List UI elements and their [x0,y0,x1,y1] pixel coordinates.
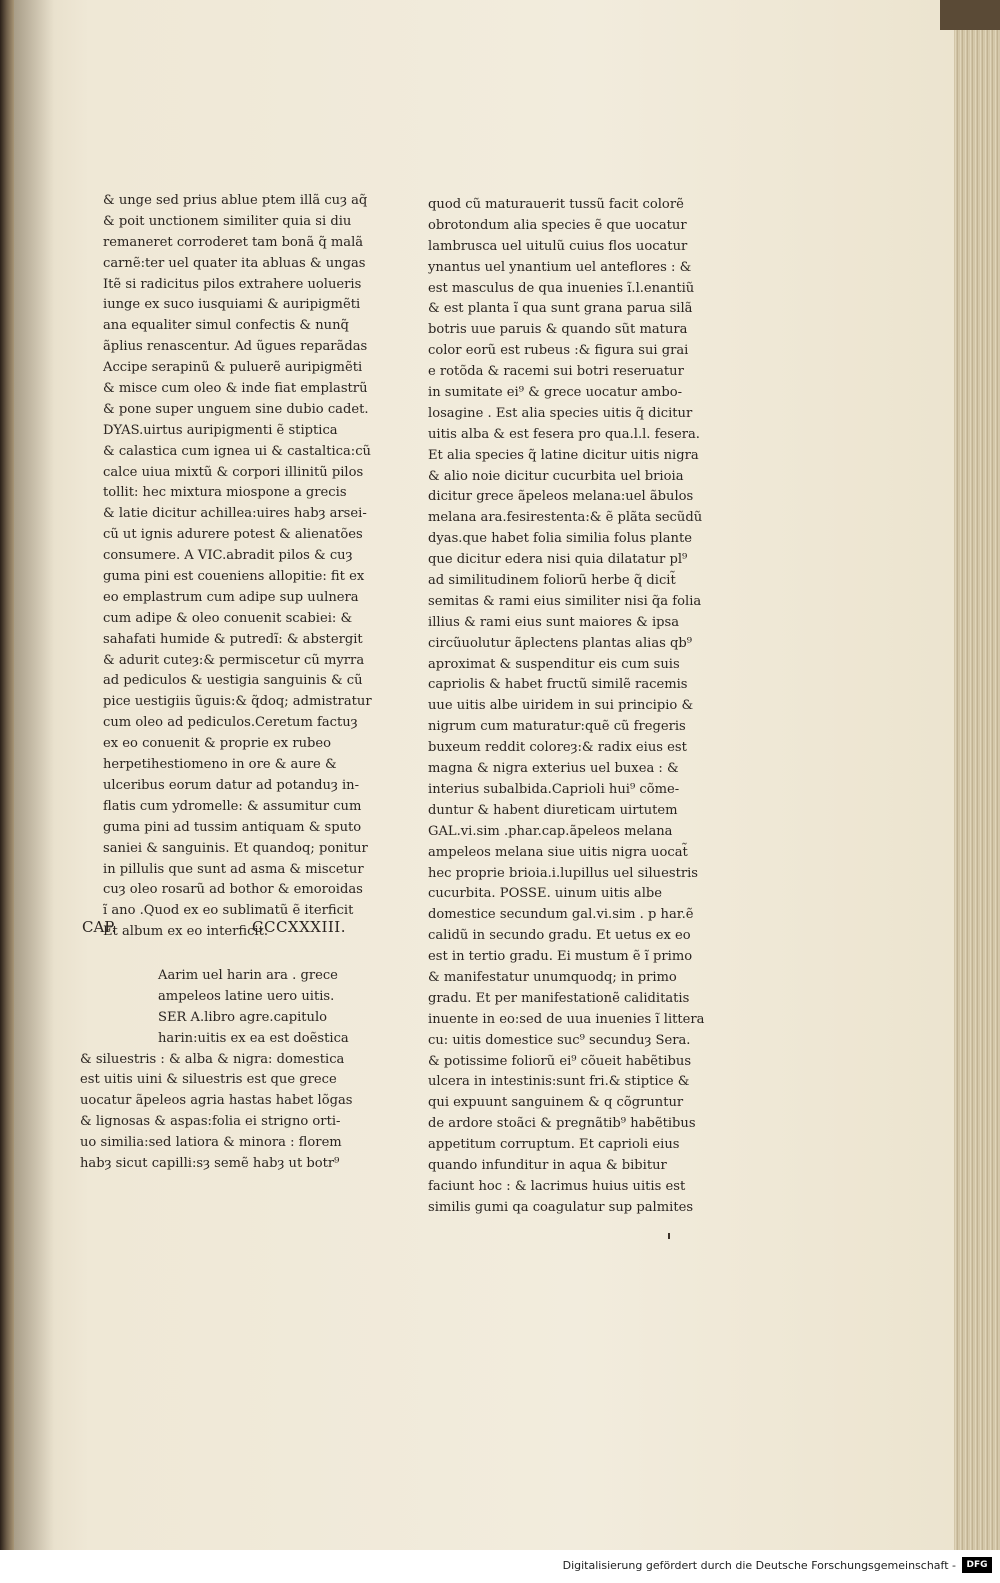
text-line: ampeleos melana siue uitis nigra uocat̃ [428,844,688,860]
text-line: ad similitudinem foliorũ herbe q̃ dicit̃ [428,573,676,589]
text-line: hec proprie brioia.i.lupillus uel siluestris [428,865,698,881]
page-edges [954,0,1000,1550]
chapter-number: CCCXXXIII. [251,918,346,936]
text-line: lambrusca uel uitulũ cuius flos uocatur [428,238,688,254]
text-line: e rotõda & racemi sui botri reseruatur [428,364,684,380]
text-line: Itẽ si radicitus pilos extrahere uolueris [103,276,362,292]
text-line: buxeum reddit coloreȝ:& radix eius est [428,740,687,756]
text-line: iunge ex suco iusquiami & auripigmẽti [103,297,361,313]
text-line: calce uiua mixtũ & corpori illinitũ pilos [103,464,364,480]
dfg-logo: DFG [962,1557,992,1573]
right-text-column [428,195,705,1219]
text-line: & est planta ĩ qua sunt grana parua silã [428,301,693,317]
text-line: & potissime foliorũ ei⁹ cõueit habẽtibus [428,1053,692,1069]
text-line: ad pediculos & uestigia sanguinis & cũ [103,673,363,689]
text-line: faciunt hoc : & lacrimus huius uitis est [428,1178,686,1194]
text-line: sahafati humide & putredĩ: & abstergit [103,631,363,647]
text-line: ãplius renascentur. Ad ũgues reparãdas [103,339,368,355]
text-line: ulceribus eorum datur ad potanduȝ in- [103,777,360,793]
text-line: cuȝ oleo rosarũ ad bothor & emoroidas [103,882,363,898]
text-line: color eorũ est rubeus :& figura sui grai [428,343,689,359]
text-line: est masculus de qua inuenies ĩ.l.enantiũ [428,280,695,296]
text-line: capriolis & habet fructũ similẽ racemis [428,677,688,693]
text-line: cucurbita. POSSE. uinum uitis albe [428,886,663,902]
text-line: dyas.que habet folia similia folus plante [428,531,692,547]
text-line: interius subalbida.Caprioli hui⁹ cõme- [428,781,680,797]
text-line: & misce cum oleo & inde fiat emplastrũ [103,381,368,397]
chapter-label: CAP. [82,918,117,936]
text-line: Et album ex eo interficit. [103,924,269,940]
text-line: & adurit cuteȝ:& permiscetur cũ myrra [103,652,365,668]
footer-bar [0,1550,1000,1583]
text-line: in pillulis que sunt ad asma & miscetur [103,861,364,877]
chapter-text-line: SER A.libro agre.capitulo [158,1009,328,1025]
text-line: losagine . Est alia species uitis q̃ dicitur [428,405,693,421]
text-line: nigrum cum maturatur:quẽ cũ fregeris [428,719,686,735]
text-line: ana equaliter simul confectis & nunq̃ [103,318,349,334]
text-line: de ardore stoãci & pregnãtib⁹ habẽtibus [428,1116,696,1132]
page-edges-top [940,0,1000,30]
text-line: in sumitate ei⁹ & grece uocatur ambo- [428,385,683,401]
gutter-shadow [14,0,54,1550]
text-line: herpetihestiomeno in ore & aure & [103,757,337,773]
stray-ink-mark [668,1233,670,1239]
funding-notice: Digitalisierung gefördert durch die Deutsche Forschungsgemeinschaft - [562,1559,956,1572]
text-line: illius & rami eius sunt maiores & ipsa [428,614,680,630]
text-line: saniei & sanguinis. Et quandoq; ponitur [103,840,368,856]
text-line: quod cũ maturauerit tussũ facit colorẽ [428,197,684,212]
text-line: & pone super unguem sine dubio cadet. [103,401,369,417]
text-line: ex eo conuenit & proprie ex rubeo [103,736,332,752]
chapter-heading [82,918,346,940]
text-line: similis gumi qa coagulatur sup palmites [428,1199,694,1215]
text-line: eo emplastrum cum adipe sup uulnera [103,589,359,605]
text-line: & poit unctionem similiter quia si diu [103,213,352,229]
text-line: & manifestatur unumquodq; in primo [428,969,677,985]
text-line: domestice secundum gal.vi.sim . p har.ẽ [428,907,694,923]
text-line: guma pini ad tussim antiquam & sputo [103,819,362,835]
text-line: & calastica cum ignea ui & castaltica:cũ [103,443,371,459]
chapter-text-line: est uitis uini & siluestris est que grece [80,1072,337,1088]
text-line: ĩ ano .Quod ex eo sublimatũ ẽ iterficit [103,903,354,919]
text-line: ulcera in intestinis:sunt fri.& stiptice & [428,1074,690,1090]
text-line: qui expuunt sanguinem & q cõgruntur [428,1095,684,1111]
text-line: & unge sed prius ablue ptem illã cuȝ aq̃ [103,193,368,208]
text-line: tollit: hec mixtura miospone a grecis [103,485,347,501]
text-line: aproximat & suspenditur eis cum suis [428,656,680,672]
text-line: est in tertio gradu. Ei mustum ẽ ĩ primo [428,949,693,965]
text-line: cum oleo ad pediculos.Ceretum factuȝ [103,715,358,731]
text-line: appetitum corruptum. Et caprioli eius [428,1137,680,1153]
text-line: uitis alba & est fesera pro qua.l.l. fesera. [428,426,700,442]
chapter-text-column [80,966,353,1175]
text-line: duntur & habent diureticam uirtutem [428,802,678,818]
text-line: semitas & rami eius similiter nisi q̃a folia [428,593,702,609]
text-line: consumere. A VIC.abradit pilos & cuȝ [103,548,353,564]
text-line: dicitur grece ãpeleos melana:uel ãbulos [428,489,694,505]
text-line: obrotondum alia species ẽ que uocatur [428,217,687,233]
text-line: cũ ut ignis adurere potest & alienatões [103,527,363,543]
text-line: remaneret corroderet tam bonã q̃ malã [103,234,364,250]
chapter-text-line: uocatur ãpeleos agria hastas habet lõgas [80,1093,353,1109]
text-line: magna & nigra exterius uel buxea : & [428,761,679,777]
text-line: melana ara.fesirestenta:& ẽ plãta secũdũ [428,510,703,526]
text-line: quando infunditur in aqua & bibitur [428,1157,667,1173]
text-line: ynantus uel ynantium uel anteflores : & [428,259,692,275]
text-line: GAL.vi.sim .phar.cap.ãpeleos melana [428,823,673,839]
chapter-text-line: harin:uitis ex ea est doẽstica [158,1030,349,1046]
chapter-text-line: & lignosas & aspas:folia ei strigno orti- [80,1114,341,1130]
chapter-text-line: uo similia:sed latiora & minora : florem [80,1135,342,1151]
chapter-text-line: ampeleos latine uero uitis. [158,988,335,1004]
left-text-column [103,191,372,943]
text-line: que dicitur edera nisi quia dilatatur pl⁹ [428,552,688,568]
chapter-text-line: habȝ sicut capilli:sȝ semẽ habȝ ut botr⁹ [80,1156,340,1172]
text-line: DYAS.uirtus auripigmenti ẽ stiptica [103,422,338,438]
text-line: gradu. Et per manifestationẽ caliditatis [428,990,690,1006]
text-line: botris uue paruis & quando sũt matura [428,322,688,338]
text-line: guma pini est coueniens allopitie: fit ex [103,569,365,585]
text-line: & alio noie dicitur cucurbita uel brioia [428,468,684,484]
chapter-text-line: Aarim uel harin ara . grece [158,968,338,983]
chapter-text-line: & siluestris : & alba & nigra: domestica [80,1051,345,1067]
text-line: cum adipe & oleo conuenit scabiei: & [103,610,353,626]
text-line: flatis cum ydromelle: & assumitur cum [103,798,362,814]
text-line: carnẽ:ter uel quater ita abluas & ungas [103,255,366,271]
text-line: calidũ in secundo gradu. Et uetus ex eo [428,928,691,944]
book-spine [0,0,14,1583]
text-line: uue uitis albe uiridem in sui principio & [428,698,694,714]
text-line: Accipe serapinũ & puluerẽ auripigmẽti [103,360,363,376]
text-line: Et alia species q̃ latine dicitur uitis nigra [428,447,699,463]
text-line: & latie dicitur achillea:uires habȝ arsei- [103,506,367,522]
text-line: inuente in eo:sed de uua inuenies ĩ littera [428,1011,705,1027]
text-line: pice uestigiis ũguis:& q̃doq; admistratur [103,694,372,710]
text-line: circũuolutur ãplectens plantas alias qb⁹ [428,635,693,651]
text-line: cu: uitis domestice suc⁹ secunduȝ Sera. [428,1032,691,1048]
